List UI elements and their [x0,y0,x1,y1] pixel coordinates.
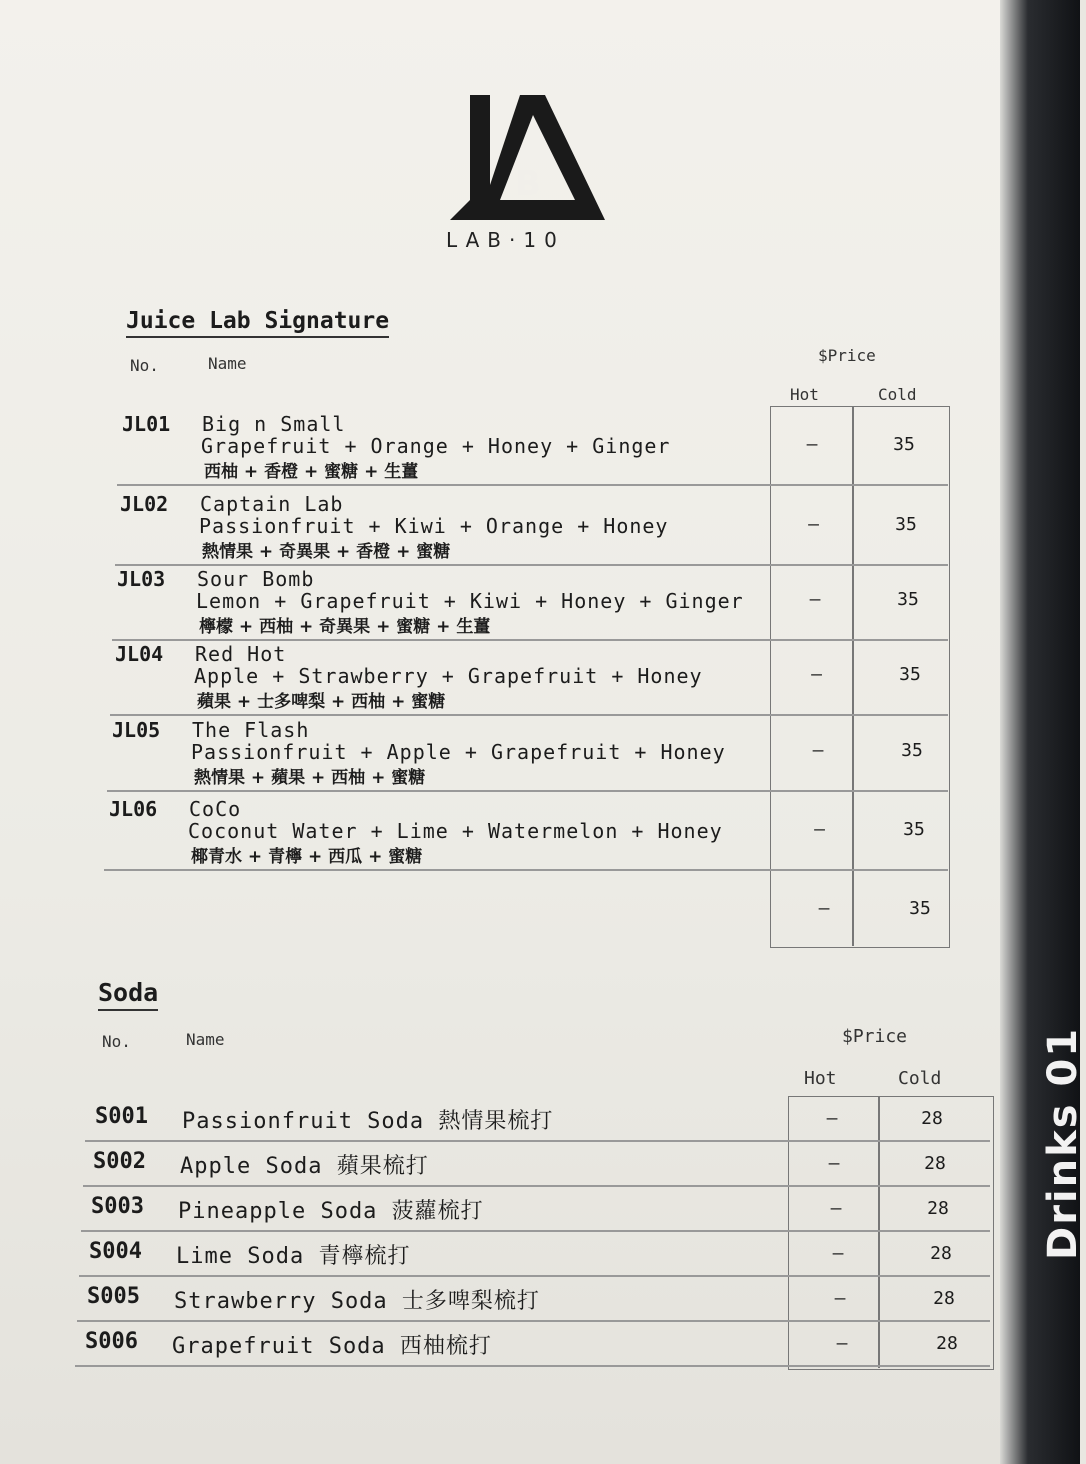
row-divider [75,1365,990,1367]
juice-item-hot-price: – [811,664,822,685]
juice-item-cold-price: 35 [901,740,923,761]
soda-item-name: Strawberry Soda 士多啤梨梳打 [174,1289,540,1314]
juice-item-code: JL06 [109,797,158,821]
soda-item-hot-price: – [834,1288,846,1309]
juice-item-chinese: 椰青水 + 青檸 + 西瓜 + 蜜糖 [191,847,423,867]
row-divider [104,869,948,871]
juice-item-name: Captain Lab [200,492,344,516]
juice-item-cold-price: 35 [903,819,925,840]
juice-item-name: Red Hot [195,642,287,666]
row-divider [81,1230,990,1232]
soda-item-name: Apple Soda 蘋果梳打 [180,1154,429,1179]
juice-item-ingredients: Apple + Strawberry + Grapefruit + Honey [194,664,703,688]
juice-item-chinese: 熱情果 + 奇異果 + 香橙 + 蜜糖 [202,542,451,562]
juice-item-chinese: 熱情果 + 蘋果 + 西柚 + 蜜糖 [194,768,426,788]
juice-item-hot-price: – [806,434,818,455]
soda-item-cold-price: 28 [921,1108,943,1129]
soda-item-name: Passionfruit Soda 熱情果梳打 [182,1109,554,1134]
juice-item-code: JL02 [120,492,169,516]
row-divider [107,790,948,792]
juice-item-code: JL01 [122,412,171,436]
juice-item-ingredients: Passionfruit + Kiwi + Orange + Honey [199,514,669,538]
juice-item-chinese: 檸檬 + 西柚 + 奇異果 + 蜜糖 + 生薑 [199,617,491,637]
row-divider [110,714,948,716]
juice-item-ingredients: Passionfruit + Apple + Grapefruit + Honey [191,740,726,764]
row-divider [77,1320,990,1322]
svg-text:B: B [515,164,541,204]
soda-col-name: Name [186,1030,225,1049]
juice-item-ingredients: Coconut Water + Lime + Watermelon + Honey [188,819,723,843]
soda-section-title: Soda [98,978,158,1011]
row-divider [83,1185,990,1187]
soda-price-divider [878,1096,880,1368]
soda-item-hot-price: – [828,1153,840,1174]
soda-item-code: S003 [91,1194,144,1219]
soda-item-cold-price: 28 [936,1333,958,1354]
soda-item-cold-price: 28 [930,1243,952,1264]
juice-item-name: Big n Small [202,412,346,436]
side-label: Drinks 01 [1040,1026,1086,1260]
soda-item-hot-price: – [832,1243,844,1264]
juice-item-chinese: 西柚 + 香橙 + 蜜糖 + 生薑 [204,462,419,482]
row-divider [85,1140,990,1142]
juice-item-name: CoCo [189,797,242,821]
juice-item-cold-price: 35 [897,589,919,610]
juice-item-hot-price: – [809,589,821,610]
juice-col-cold: Cold [878,385,917,404]
juice-item-name: Sour Bomb [197,567,315,591]
juice-col-price: $Price [818,346,876,365]
juice-extra-hot-price: – [818,898,830,919]
juice-item-cold-price: 35 [899,664,921,685]
soda-item-code: S005 [87,1284,140,1309]
soda-item-code: S002 [93,1149,146,1174]
soda-item-cold-price: 28 [933,1288,955,1309]
juice-item-cold-price: 35 [893,434,915,455]
soda-price-box [788,1096,994,1370]
soda-item-name: Grapefruit Soda 西柚梳打 [172,1334,492,1359]
soda-item-name: Lime Soda 青檸梳打 [176,1244,411,1269]
juice-item-code: JL03 [117,567,166,591]
juice-item-chinese: 蘋果 + 士多啤梨 + 西柚 + 蜜糖 [197,692,446,712]
soda-item-hot-price: – [830,1198,842,1219]
soda-item-hot-price: – [836,1333,848,1354]
soda-item-code: S006 [85,1329,138,1354]
row-divider [112,639,948,641]
juice-item-name: The Flash [192,718,310,742]
juice-item-ingredients: Grapefruit + Orange + Honey + Ginger [201,434,671,458]
juice-section-title: Juice Lab Signature [126,308,389,338]
soda-col-no: No. [102,1032,131,1051]
juice-col-no: No. [130,356,159,375]
juice-col-hot: Hot [790,385,819,404]
juice-item-ingredients: Lemon + Grapefruit + Kiwi + Honey + Ginger [196,589,744,613]
juice-item-cold-price: 35 [895,514,917,535]
row-divider [79,1275,990,1277]
soda-item-name: Pineapple Soda 菠蘿梳打 [178,1199,484,1224]
soda-col-hot: Hot [804,1068,837,1089]
juice-col-name: Name [208,354,247,373]
row-divider [117,484,948,486]
juice-item-hot-price: – [808,514,819,535]
juice-item-code: JL05 [112,718,161,742]
soda-item-cold-price: 28 [927,1198,949,1219]
juice-price-divider [852,406,854,946]
soda-item-cold-price: 28 [924,1153,946,1174]
row-divider [115,564,948,566]
juice-extra-cold-price: 35 [909,898,931,919]
soda-item-hot-price: – [826,1108,838,1129]
juice-item-hot-price: – [814,819,825,840]
logo-text: LAB·10 [446,228,565,252]
soda-item-code: S004 [89,1239,142,1264]
juice-item-code: JL04 [115,642,164,666]
soda-item-code: S001 [95,1104,148,1129]
juice-item-hot-price: – [812,740,824,761]
soda-col-price: $Price [842,1026,908,1047]
soda-col-cold: Cold [898,1068,942,1089]
